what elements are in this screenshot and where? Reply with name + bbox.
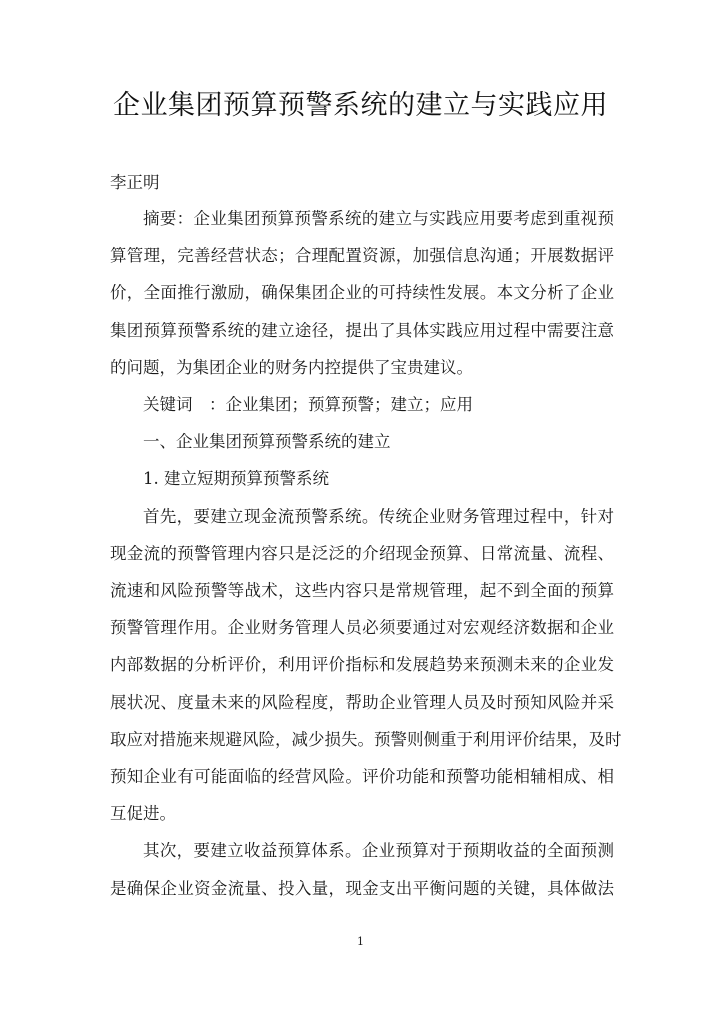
body-text-line: 摘要：企业集团预算预警系统的建立与实践应用要考虑到重视预 [143, 209, 614, 228]
author-name: 李正明 [110, 173, 160, 192]
body-text-line: 预警管理作用。企业财务管理人员必须要通过对宏观经济数据和企业 [110, 618, 614, 637]
body-text-line: 流速和风险预警等战术，这些内容只是常规管理，起不到全面的预算 [110, 581, 614, 600]
body-text-line: 现金流的预警管理内容只是泛泛的介绍现金预算、日常流量、流程、 [110, 544, 614, 563]
body-text-line: 一、企业集团预算预警系统的建立 [143, 432, 391, 451]
body-text-line: 关键词 ：企业集团；预算预警；建立；应用 [143, 395, 473, 414]
body-text-line: 的问题，为集团企业的财务内控提供了宝贵建议。 [110, 358, 473, 377]
body-text-line: 内部数据的分析评价，利用评价指标和发展趋势来预测未来的企业发 [110, 655, 614, 674]
page-number: 1 [357, 935, 364, 948]
body-text-line: 预知企业有可能面临的经营风险。评价功能和预警功能相辅相成、相 [110, 767, 614, 786]
body-text-line: 1. 建立短期预算预警系统 [143, 469, 329, 488]
body-text-line: 集团预算预警系统的建立途径，提出了具体实践应用过程中需要注意 [110, 321, 614, 340]
body-text-line: 算管理，完善经营状态；合理配置资源，加强信息沟通；开展数据评 [110, 246, 614, 265]
body-text-line: 互促进。 [110, 804, 176, 823]
body-text-line: 价，全面推行激励，确保集团企业的可持续性发展。本文分析了企业 [110, 283, 614, 302]
body-text-line: 首先，要建立现金流预警系统。传统企业财务管理过程中，针对 [143, 507, 614, 526]
document-title: 企业集团预算预警系统的建立与实践应用 [113, 90, 608, 121]
body-text-line: 取应对措施来规避风险，减少损失。预警则侧重于利用评价结果，及时 [110, 730, 622, 749]
body-text-line: 是确保企业资金流量、投入量，现金支出平衡问题的关键，具体做法 [110, 879, 614, 898]
body-text-line: 其次，要建立收益预算体系。企业预算对于预期收益的全面预测 [143, 841, 614, 860]
body-text-line: 展状况、度量未来的风险程度，帮助企业管理人员及时预知风险并采 [110, 693, 614, 712]
